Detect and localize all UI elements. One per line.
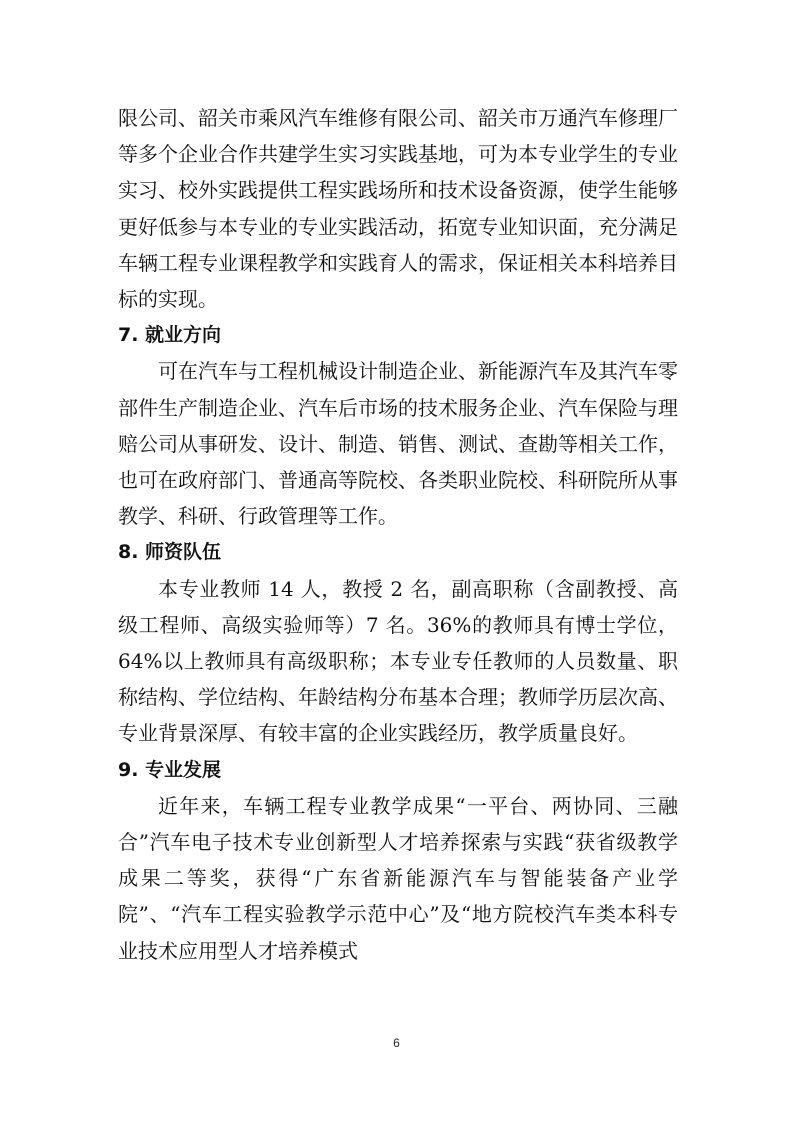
paragraph-development: 近年来，车辆工程专业教学成果“一平台、两协同、三融合”汽车电子技术专业创新型人才培养探索与实践“获省级教学成果二等奖，获得“广东省新能源汽车与智能装备产业学院”、“汽车工程实验教学示范中心”及“地方院校汽车类本科专业技术应用型人才培养模式 (118, 793, 678, 963)
paragraph-employment: 可在汽车与工程机械设计制造企业、新能源汽车及其汽车零部件生产制造企业、汽车后市场的技术服务企业、汽车保险与理赔公司从事研发、设计、制造、销售、测试、查勘等相关工作，也可在政府部门、普通高等院校、各类职业院校、科研院所从事教学、科研、行政管理等工作。 (118, 359, 678, 529)
paragraph-faculty: 本专业教师 14 人，教授 2 名，副高职称（含副教授、高级工程师、高级实验师等）7 名。36%的教师具有博士学位，64%以上教师具有高级职称；本专业专任教师的人员数量、职称结构、学位结构、年龄结构分布基本合理；教师学历层次高、专业背景深厚、有较丰富的企业实践经历，教学质量良好。 (118, 576, 678, 746)
heading-faculty: 8. 师资队伍 (118, 541, 222, 564)
heading-development: 9. 专业发展 (118, 758, 222, 781)
heading-employment: 7. 就业方向 (118, 324, 222, 347)
paragraph-practice-bases: 限公司、韶关市乘风汽车维修有限公司、韶关市万通汽车修理厂等多个企业合作共建学生实习实践基地，可为本专业学生的专业实习、校外实践提供工程实践场所和技术设备资源，使学生能够更好低参与本专业的专业实践活动，拓宽专业知识面，充分满足车辆工程专业课程教学和实践育人的需求，保证相关本科培养目标的实现。 (118, 106, 678, 312)
page-number: 6 (393, 1036, 400, 1050)
page-body (118, 100, 678, 969)
